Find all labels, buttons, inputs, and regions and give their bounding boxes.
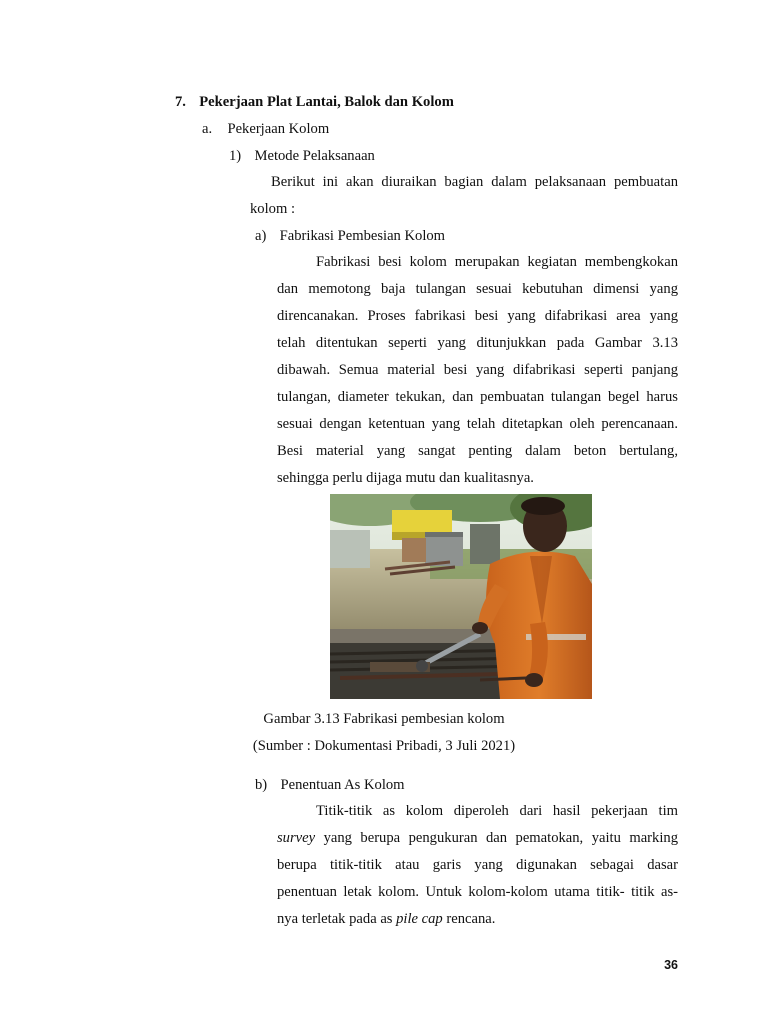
point-b-heading [255, 776, 405, 794]
paragraph-line: penentuan letak kolom. Untuk kolom-kolom utama titik- titik as- [277, 884, 678, 900]
point-b-paragraph [277, 798, 678, 933]
paragraph-line: Titik-titik as kolom diperoleh dari hasil pekerjaan tim [316, 803, 678, 819]
point-a-paragraph [277, 249, 678, 492]
point-b-marker: b) [255, 777, 268, 793]
paragraph-line: telah ditentukan seperti yang ditunjukkan pada Gambar 3.13 [277, 335, 678, 351]
section-title: Pekerjaan Plat Lantai, Balok dan Kolom [199, 94, 454, 110]
figure-source: (Sumber : Dokumentasi Pribadi, 3 Juli 2021) [252, 738, 516, 754]
point-b-title: Penentuan As Kolom [280, 777, 405, 793]
point-a-marker: a) [255, 228, 267, 244]
intro-line: Berikut ini akan diuraikan bagian dalam pelaksanaan pembuatan [271, 174, 678, 190]
subheading-1 [229, 147, 375, 165]
italic-term: pile cap [396, 911, 443, 927]
paragraph-line: survey yang berupa pengukuran dan pematokan, yaitu marking [277, 830, 678, 846]
subheading-1-title: Metode Pelaksanaan [254, 148, 375, 164]
paragraph-line: sesuai dengan ketentuan yang telah ditetapkan oleh perencanaan. [277, 416, 678, 432]
paragraph-line: nya terletak pada as pile cap rencana. [277, 911, 496, 927]
subheading-a-title: Pekerjaan Kolom [227, 121, 330, 137]
point-a-title: Fabrikasi Pembesian Kolom [279, 228, 446, 244]
paragraph-line: dan memotong baja tulangan sesuai kebutuhan dimensi yang [277, 281, 678, 297]
paragraph-line: Besi material yang sangat penting dalam beton bertulang, [277, 443, 678, 459]
section-number: 7. [175, 94, 186, 110]
paragraph-line: dibawah. Semua material besi yang difabrikasi seperti panjang [277, 362, 678, 378]
paragraph-line: sehingga perlu dijaga mutu dan kualitasnya. [277, 470, 534, 486]
paragraph-line: berupa titik-titik atau garis yang digunakan sebagai dasar [277, 857, 678, 873]
subheading-a [202, 120, 329, 138]
paragraph-line: direncanakan. Proses fabrikasi besi yang difabrikasi area yang [277, 308, 678, 324]
subheading-1-marker: 1) [229, 148, 242, 164]
fabrication-photo [330, 494, 592, 699]
intro-line: kolom : [250, 201, 295, 217]
subheading-a-marker: a. [202, 121, 213, 137]
page-number: 36 [664, 958, 678, 972]
paragraph-line: tulangan, diameter tekukan, dan pembuatan tulangan begel harus [277, 389, 678, 405]
italic-term: survey [277, 830, 316, 846]
figure-caption: Gambar 3.13 Fabrikasi pembesian kolom [263, 711, 505, 727]
point-a-heading [255, 227, 445, 245]
paragraph-line: Fabrikasi besi kolom merupakan kegiatan membengkokan [316, 254, 678, 270]
intro-paragraph [250, 169, 678, 223]
section-heading [175, 93, 454, 111]
